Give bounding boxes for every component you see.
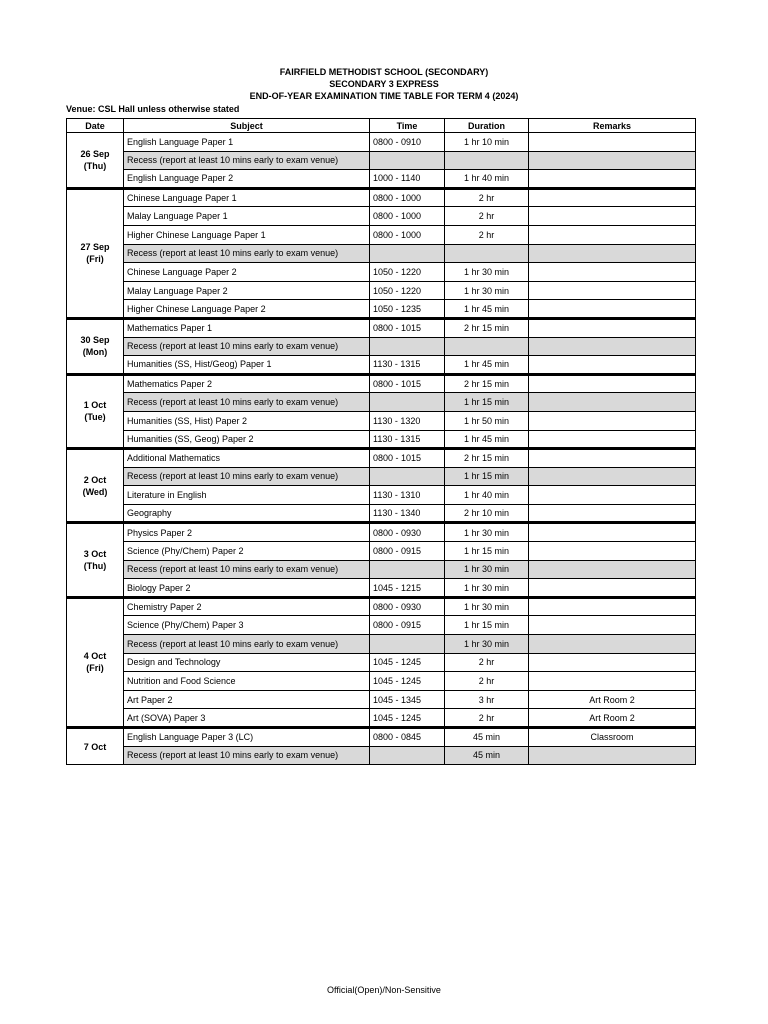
table-row [67, 560, 696, 579]
time-cell: 1130 - 1315 [370, 356, 445, 375]
table-row [67, 188, 696, 207]
time-cell [370, 746, 445, 765]
table-header-row [67, 119, 696, 133]
duration-cell: 2 hr [445, 709, 529, 728]
subject-cell: Biology Paper 2 [124, 579, 370, 598]
remarks-cell: Art Room 2 [529, 709, 696, 728]
remarks-cell [529, 430, 696, 449]
remarks-cell [529, 672, 696, 691]
time-cell: 1050 - 1220 [370, 263, 445, 282]
duration-cell: 1 hr 45 min [445, 430, 529, 449]
exam-weekday: (Thu) [83, 160, 107, 171]
subject-cell: Humanities (SS, Geog) Paper 2 [124, 430, 370, 449]
subject-cell: Art Paper 2 [124, 690, 370, 709]
duration-cell: 1 hr 30 min [445, 560, 529, 579]
table-row [67, 393, 696, 412]
table-row [67, 374, 696, 393]
table-row [67, 263, 696, 282]
exam-date: 3 Oct [83, 549, 107, 560]
duration-cell: 2 hr [445, 672, 529, 691]
duration-cell: 2 hr 10 min [445, 504, 529, 523]
remarks-cell: Art Room 2 [529, 690, 696, 709]
subject-cell: English Language Paper 3 (LC) [124, 728, 370, 747]
table-row [67, 728, 696, 747]
remarks-cell [529, 263, 696, 282]
date-cell [67, 597, 124, 727]
subject-cell: Mathematics Paper 2 [124, 374, 370, 393]
table-row [67, 411, 696, 430]
duration-cell: 2 hr [445, 653, 529, 672]
exam-date: 27 Sep [80, 242, 110, 253]
duration-cell: 1 hr 30 min [445, 579, 529, 598]
table-row [67, 579, 696, 598]
remarks-cell [529, 170, 696, 189]
duration-cell: 2 hr [445, 225, 529, 244]
exam-timetable [66, 118, 696, 765]
subject-cell: Recess (report at least 10 mins early to exam venue) [124, 393, 370, 412]
subject-cell: Higher Chinese Language Paper 1 [124, 225, 370, 244]
remarks-cell [529, 635, 696, 654]
school-name: FAIRFIELD METHODIST SCHOOL (SECONDARY) [279, 67, 489, 77]
subject-cell: Science (Phy/Chem) Paper 3 [124, 616, 370, 635]
remarks-cell [529, 597, 696, 616]
table-row [67, 746, 696, 765]
duration-cell: 1 hr 45 min [445, 300, 529, 319]
exam-date: 1 Oct [83, 400, 107, 411]
table-row [67, 449, 696, 468]
subject-cell: Recess (report at least 10 mins early to exam venue) [124, 151, 370, 170]
duration-cell: 1 hr 30 min [445, 635, 529, 654]
time-cell: 1050 - 1235 [370, 300, 445, 319]
exam-weekday: (Thu) [83, 561, 107, 572]
table-row [67, 356, 696, 375]
subject-cell: Malay Language Paper 1 [124, 207, 370, 226]
time-cell: 0800 - 0915 [370, 542, 445, 561]
time-cell [370, 393, 445, 412]
remarks-cell [529, 486, 696, 505]
column-header-date: Date [67, 119, 124, 133]
subject-cell: Malay Language Paper 2 [124, 281, 370, 300]
subject-cell: Science (Phy/Chem) Paper 2 [124, 542, 370, 561]
table-row [67, 225, 696, 244]
time-cell: 1045 - 1345 [370, 690, 445, 709]
subject-cell: Recess (report at least 10 mins early to exam venue) [124, 337, 370, 356]
duration-cell: 1 hr 15 min [445, 393, 529, 412]
time-cell: 1045 - 1215 [370, 579, 445, 598]
time-cell: 0800 - 1000 [370, 188, 445, 207]
table-row [67, 337, 696, 356]
duration-cell: 1 hr 15 min [445, 616, 529, 635]
time-cell: 0800 - 0930 [370, 523, 445, 542]
time-cell: 0800 - 0930 [370, 597, 445, 616]
time-cell: 1045 - 1245 [370, 653, 445, 672]
column-header-time: Time [370, 119, 445, 133]
time-cell: 1130 - 1320 [370, 411, 445, 430]
exam-weekday: (Fri) [86, 663, 104, 674]
time-cell: 0800 - 1015 [370, 374, 445, 393]
time-cell: 0800 - 1000 [370, 225, 445, 244]
table-row [67, 244, 696, 263]
date-cell [67, 449, 124, 523]
subject-cell: Higher Chinese Language Paper 2 [124, 300, 370, 319]
time-cell [370, 635, 445, 654]
remarks-cell [529, 244, 696, 263]
duration-cell [445, 244, 529, 263]
remarks-cell [529, 133, 696, 152]
table-row [67, 635, 696, 654]
time-cell [370, 467, 445, 486]
remarks-cell [529, 337, 696, 356]
duration-cell: 1 hr 30 min [445, 597, 529, 616]
time-cell: 1130 - 1315 [370, 430, 445, 449]
venue-note: Venue: CSL Hall unless otherwise stated [66, 104, 240, 114]
subject-cell: Art (SOVA) Paper 3 [124, 709, 370, 728]
table-row [67, 467, 696, 486]
column-header-remarks: Remarks [529, 119, 696, 133]
subject-cell: Recess (report at least 10 mins early to exam venue) [124, 635, 370, 654]
table-row [67, 486, 696, 505]
subject-cell: Nutrition and Food Science [124, 672, 370, 691]
exam-weekday: (Wed) [82, 486, 108, 497]
duration-cell: 2 hr [445, 207, 529, 226]
table-row [67, 207, 696, 226]
table-row [67, 597, 696, 616]
duration-cell: 1 hr 40 min [445, 486, 529, 505]
time-cell [370, 560, 445, 579]
table-row [67, 542, 696, 561]
date-cell [67, 374, 124, 448]
timetable-title: END-OF-YEAR EXAMINATION TIME TABLE FOR TERM 4 (2024) [249, 91, 519, 101]
table-row [67, 430, 696, 449]
exam-weekday: (Mon) [82, 347, 108, 358]
subject-cell: Chinese Language Paper 1 [124, 188, 370, 207]
remarks-cell [529, 188, 696, 207]
remarks-cell [529, 523, 696, 542]
timetable-body [67, 133, 696, 765]
remarks-cell [529, 411, 696, 430]
date-cell [67, 133, 124, 189]
table-row [67, 133, 696, 152]
remarks-cell [529, 746, 696, 765]
remarks-cell [529, 207, 696, 226]
table-row [67, 318, 696, 337]
subject-cell: Geography [124, 504, 370, 523]
duration-cell: 1 hr 15 min [445, 467, 529, 486]
table-row [67, 672, 696, 691]
subject-cell: Physics Paper 2 [124, 523, 370, 542]
subject-cell: Recess (report at least 10 mins early to exam venue) [124, 560, 370, 579]
date-cell [67, 318, 124, 374]
table-row [67, 281, 696, 300]
remarks-cell [529, 393, 696, 412]
time-cell [370, 151, 445, 170]
duration-cell [445, 337, 529, 356]
time-cell: 1045 - 1245 [370, 672, 445, 691]
subject-cell: Additional Mathematics [124, 449, 370, 468]
remarks-cell [529, 560, 696, 579]
table-row [67, 170, 696, 189]
exam-weekday: (Fri) [86, 254, 104, 265]
time-cell [370, 337, 445, 356]
remarks-cell [529, 225, 696, 244]
subject-cell: Mathematics Paper 1 [124, 318, 370, 337]
subject-cell: Chemistry Paper 2 [124, 597, 370, 616]
duration-cell [445, 151, 529, 170]
duration-cell: 2 hr 15 min [445, 374, 529, 393]
time-cell: 0800 - 1015 [370, 318, 445, 337]
time-cell: 1130 - 1340 [370, 504, 445, 523]
table-row [67, 616, 696, 635]
subject-cell: Recess (report at least 10 mins early to exam venue) [124, 467, 370, 486]
exam-weekday: (Tue) [84, 412, 106, 423]
table-row [67, 300, 696, 319]
table-row [67, 504, 696, 523]
table-row [67, 690, 696, 709]
duration-cell: 45 min [445, 728, 529, 747]
duration-cell: 1 hr 45 min [445, 356, 529, 375]
table-row [67, 653, 696, 672]
date-cell [67, 188, 124, 318]
remarks-cell [529, 281, 696, 300]
duration-cell: 2 hr 15 min [445, 449, 529, 468]
remarks-cell [529, 356, 696, 375]
subject-cell: English Language Paper 2 [124, 170, 370, 189]
column-header-duration: Duration [445, 119, 529, 133]
table-row [67, 151, 696, 170]
subject-cell: Design and Technology [124, 653, 370, 672]
table-row [67, 709, 696, 728]
remarks-cell [529, 467, 696, 486]
subject-cell: Recess (report at least 10 mins early to exam venue) [124, 244, 370, 263]
remarks-cell [529, 653, 696, 672]
time-cell: 1000 - 1140 [370, 170, 445, 189]
subject-cell: Humanities (SS, Hist/Geog) Paper 1 [124, 356, 370, 375]
remarks-cell [529, 579, 696, 598]
exam-date: 26 Sep [80, 148, 110, 159]
remarks-cell [529, 300, 696, 319]
remarks-cell: Classroom [529, 728, 696, 747]
time-cell: 0800 - 0845 [370, 728, 445, 747]
classification-footer: Official(Open)/Non-Sensitive [327, 985, 441, 995]
exam-date: 4 Oct [83, 651, 107, 662]
date-cell [67, 523, 124, 597]
remarks-cell [529, 542, 696, 561]
date-cell [67, 728, 124, 765]
remarks-cell [529, 374, 696, 393]
time-cell: 0800 - 1000 [370, 207, 445, 226]
table-row [67, 523, 696, 542]
subject-cell: English Language Paper 1 [124, 133, 370, 152]
duration-cell: 2 hr [445, 188, 529, 207]
remarks-cell [529, 449, 696, 468]
duration-cell: 1 hr 15 min [445, 542, 529, 561]
column-header-subject: Subject [124, 119, 370, 133]
subject-cell: Chinese Language Paper 2 [124, 263, 370, 282]
remarks-cell [529, 318, 696, 337]
remarks-cell [529, 151, 696, 170]
class-level: SECONDARY 3 EXPRESS [329, 79, 439, 89]
exam-date: 2 Oct [83, 474, 107, 485]
duration-cell: 1 hr 30 min [445, 263, 529, 282]
time-cell: 1045 - 1245 [370, 709, 445, 728]
time-cell: 1130 - 1310 [370, 486, 445, 505]
time-cell: 0800 - 0910 [370, 133, 445, 152]
remarks-cell [529, 616, 696, 635]
subject-cell: Recess (report at least 10 mins early to exam venue) [124, 746, 370, 765]
exam-date: 7 Oct [83, 741, 107, 752]
time-cell: 1050 - 1220 [370, 281, 445, 300]
subject-cell: Humanities (SS, Hist) Paper 2 [124, 411, 370, 430]
duration-cell: 1 hr 10 min [445, 133, 529, 152]
duration-cell: 1 hr 40 min [445, 170, 529, 189]
duration-cell: 1 hr 30 min [445, 281, 529, 300]
time-cell [370, 244, 445, 263]
duration-cell: 1 hr 30 min [445, 523, 529, 542]
duration-cell: 3 hr [445, 690, 529, 709]
duration-cell: 2 hr 15 min [445, 318, 529, 337]
duration-cell: 45 min [445, 746, 529, 765]
time-cell: 0800 - 0915 [370, 616, 445, 635]
time-cell: 0800 - 1015 [370, 449, 445, 468]
duration-cell: 1 hr 50 min [445, 411, 529, 430]
remarks-cell [529, 504, 696, 523]
subject-cell: Literature in English [124, 486, 370, 505]
exam-date: 30 Sep [80, 335, 110, 346]
